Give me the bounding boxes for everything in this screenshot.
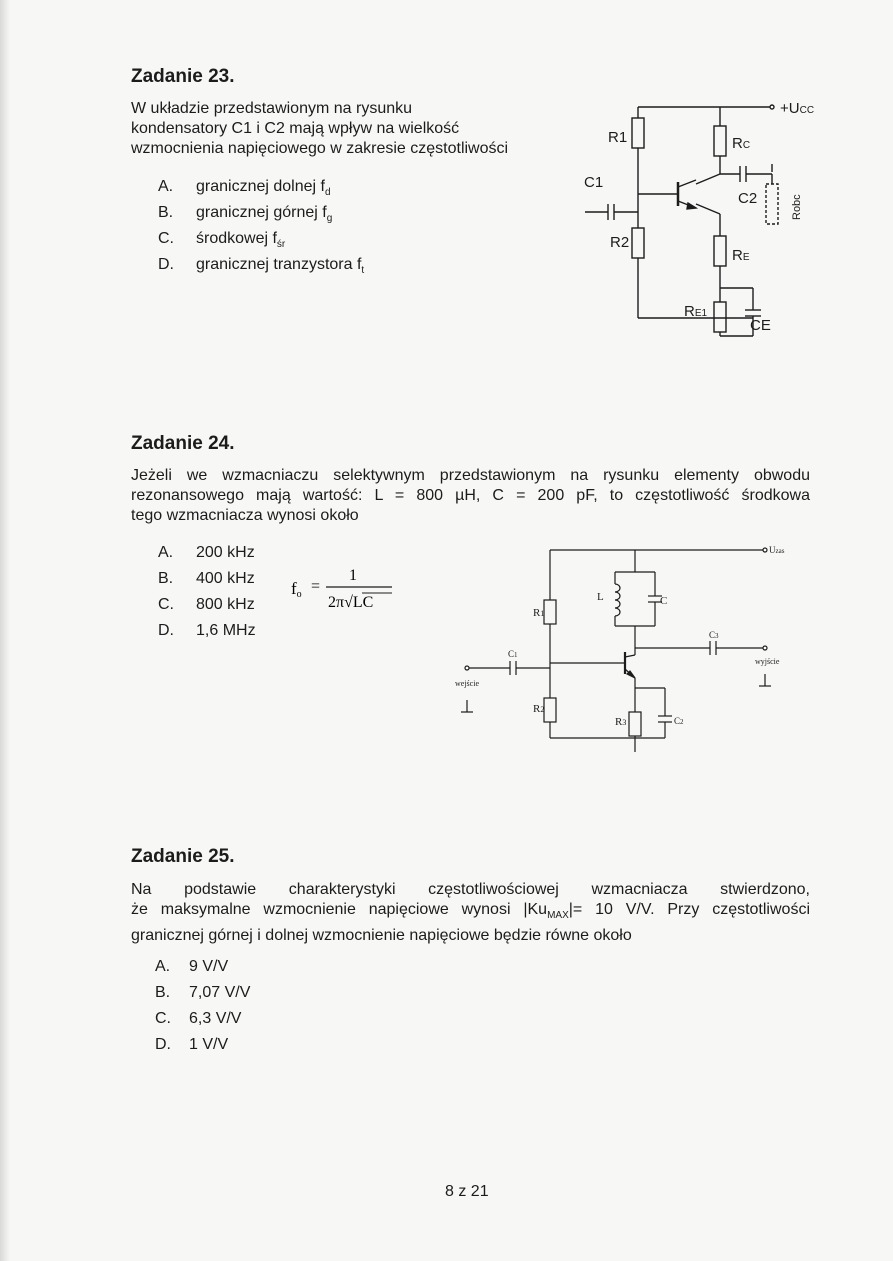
task23-question-line: wzmocnienia napięciowego w zakresie częstotliwości — [131, 140, 509, 157]
answer-text — [196, 230, 285, 250]
formula-numerator: 1 — [349, 567, 357, 584]
task25-answers — [155, 958, 355, 1062]
page-edge-shadow — [0, 0, 10, 1261]
task25-question-line-tail: |= 10 V/V. Przy częstotliwości — [568, 901, 810, 918]
re1-resistor — [714, 302, 726, 332]
ucc-terminal — [770, 105, 774, 109]
answer-text-main: granicznej tranzystora f — [196, 256, 362, 273]
transistor-symbol — [625, 652, 635, 678]
answer-letter: D. — [155, 1036, 171, 1053]
c2-capacitor — [740, 166, 746, 182]
answer-text: 400 kHz — [196, 570, 255, 587]
task25-question — [131, 880, 810, 946]
input-label: wejście — [455, 679, 479, 688]
answer-letter: D. — [158, 256, 174, 273]
answer-text: 200 kHz — [196, 544, 255, 561]
answer-letter: C. — [155, 1010, 171, 1027]
input-terminal — [465, 666, 469, 670]
rc-resistor — [714, 126, 726, 156]
answer-subscript: śr — [276, 239, 286, 251]
formula-lhs: fo — [291, 579, 302, 600]
output-label: wyjście — [755, 657, 780, 666]
task23-title: Zadanie 23. — [131, 66, 235, 87]
answer-option[interactable] — [158, 622, 308, 648]
formula-equals: = — [311, 578, 321, 595]
answer-text: 1 V/V — [189, 1036, 229, 1053]
answer-option[interactable] — [158, 256, 478, 282]
c1-label: C1 — [508, 649, 518, 659]
answer-option[interactable] — [155, 1036, 355, 1062]
answer-subscript: t — [361, 265, 365, 277]
ce-capacitor — [745, 310, 761, 316]
c3-capacitor — [710, 641, 716, 655]
task25-question-line — [131, 900, 810, 926]
answer-option[interactable] — [158, 204, 478, 230]
answer-text-main: granicznej górnej f — [196, 204, 327, 221]
rc-label: RC — [732, 135, 751, 152]
answer-letter: B. — [158, 570, 174, 587]
robc-label: Robc — [791, 194, 803, 220]
ce-label: CE — [750, 317, 771, 334]
c2-label: C2 — [674, 716, 684, 726]
r1-resistor — [632, 118, 644, 148]
answer-letter: A. — [158, 544, 174, 561]
task23-question-line: W układzie przedstawionym na rysunku — [131, 100, 413, 117]
c2-label: C2 — [738, 190, 758, 207]
task25-title: Zadanie 25. — [131, 846, 235, 867]
task25-question-line: Na podstawie charakterystyki częstotliwościowej wzmacniacza stwierdzono, — [131, 881, 810, 898]
task24-question — [131, 466, 810, 526]
transistor-symbol — [678, 180, 696, 209]
r3-resistor — [629, 712, 641, 736]
task24-question-line: Jeżeli we wzmacniaczu selektywnym przedstawionym na rysunku elementy obwodu — [131, 467, 810, 484]
answer-text: 9 V/V — [189, 958, 229, 975]
r2-resistor — [544, 698, 556, 722]
answer-option[interactable] — [158, 230, 478, 256]
page-number: 8 z 21 — [445, 1183, 489, 1200]
answer-text — [196, 178, 331, 198]
re1-label: RE1 — [684, 303, 708, 320]
uzas-label: Uzas — [769, 545, 785, 555]
r2-resistor — [632, 228, 644, 258]
robc-resistor — [766, 184, 778, 224]
answer-letter: C. — [158, 596, 174, 613]
ground-symbol-output — [759, 674, 771, 686]
answer-letter: A. — [158, 178, 174, 195]
answer-letter: D. — [158, 622, 174, 639]
answer-option[interactable] — [155, 958, 355, 984]
answer-subscript: g — [326, 213, 333, 225]
answer-text: 7,07 V/V — [189, 984, 251, 1001]
task25-question-line-head: że maksymalne wzmocnienie napięciowe wynosi |Ku — [131, 901, 548, 918]
answer-text — [196, 256, 364, 276]
c2-capacitor — [658, 716, 672, 722]
answer-text: 1,6 MHz — [196, 622, 256, 639]
r1-label: R1 — [533, 607, 545, 619]
r3-label: R3 — [615, 716, 627, 728]
task25-question-line: granicznej górnej i dolnej wzmocnienie napięciowe będzie równe około — [131, 927, 632, 945]
c1-label: C1 — [584, 174, 604, 191]
l-label: L — [597, 591, 604, 603]
task23-circuit-diagram — [560, 90, 835, 350]
uzas-terminal — [763, 548, 767, 552]
answer-text: 800 kHz — [196, 596, 255, 613]
re-resistor — [714, 236, 726, 266]
task24-question-line: tego wzmacniacza wynosi około — [131, 507, 359, 524]
answer-option[interactable] — [155, 984, 355, 1010]
answer-option[interactable] — [158, 544, 308, 570]
task23-answers — [158, 178, 478, 282]
task24-circuit-diagram — [455, 540, 785, 765]
task24-question-line: rezonansowego mają wartość: L = 800 µH, C = 200 pF, to częstotliwość środkowa — [131, 487, 810, 504]
ground-symbol-input — [461, 700, 473, 712]
answer-option[interactable] — [158, 570, 308, 596]
task23-question-line: kondensatory C1 i C2 mają wpływ na wielkość — [131, 120, 460, 137]
answer-subscript: d — [324, 187, 331, 199]
task24-title: Zadanie 24. — [131, 433, 235, 454]
ku-max-subscript: MAX — [547, 910, 569, 922]
task23-question — [131, 99, 571, 159]
answer-letter: B. — [155, 984, 171, 1001]
ucc-label: +UCC — [780, 100, 815, 117]
task24-answers — [158, 544, 308, 648]
answer-letter: C. — [158, 230, 174, 247]
r2-label: R2 — [533, 703, 545, 715]
answer-option[interactable] — [158, 596, 308, 622]
c1-capacitor — [608, 204, 614, 220]
c1-capacitor — [510, 661, 516, 675]
answer-letter: B. — [158, 204, 174, 221]
answer-text-main: środkowej f — [196, 230, 277, 247]
answer-option[interactable] — [155, 1010, 355, 1036]
c3-label: C3 — [709, 630, 719, 640]
answer-letter: A. — [155, 958, 171, 975]
answer-text-main: granicznej dolnej f — [196, 178, 325, 195]
resonance-formula — [288, 562, 398, 614]
formula-denominator: 2π√LC — [328, 594, 374, 611]
answer-text: 6,3 V/V — [189, 1010, 242, 1027]
re-label: RE — [732, 247, 750, 264]
answer-text — [196, 204, 332, 224]
r2-label: R2 — [610, 234, 630, 251]
c-label: C — [660, 595, 668, 607]
r1-label: R1 — [608, 129, 628, 146]
inductor-l — [615, 584, 620, 616]
r1-resistor — [544, 600, 556, 624]
output-terminal — [763, 646, 767, 650]
answer-option[interactable] — [158, 178, 478, 204]
